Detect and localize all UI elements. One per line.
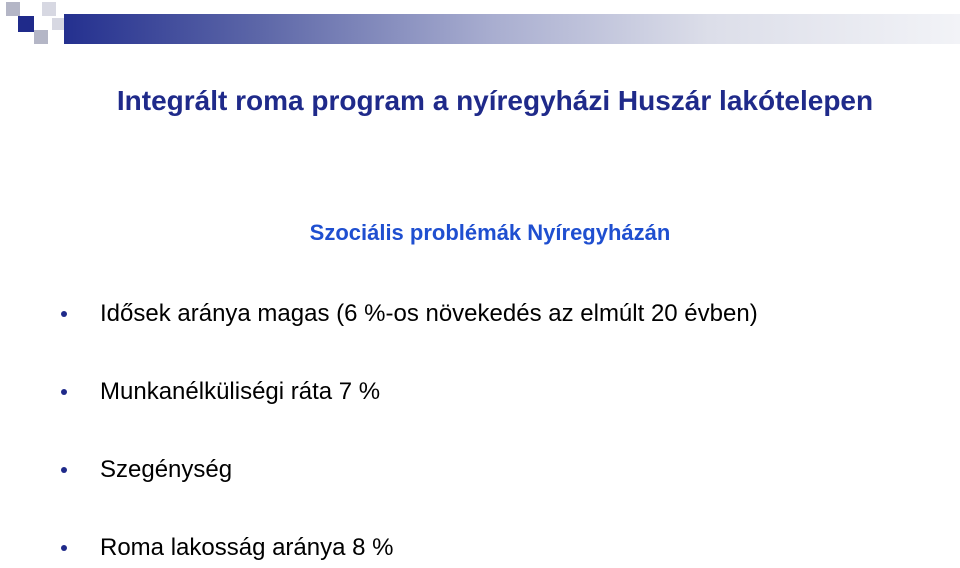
- bullet-text: Idősek aránya magas (6 %-os növekedés az elmúlt 20 évben): [100, 300, 758, 327]
- header-square-light: [42, 2, 56, 16]
- header-square-gray-2: [34, 30, 48, 44]
- bullet-item: [58, 528, 938, 568]
- bullet-item: [58, 450, 938, 490]
- bullet-item: [58, 294, 938, 334]
- bullet-text: Szegénység: [100, 456, 233, 483]
- header-decoration: [0, 0, 960, 64]
- header-square-light-2: [52, 18, 64, 30]
- bullet-dot-icon: [61, 311, 67, 317]
- slide-title: Integrált roma program a nyíregyházi Huszár lakótelepen: [116, 85, 874, 116]
- header-gradient-bar: [64, 14, 960, 44]
- bullet-dot-icon: [61, 545, 67, 551]
- bullet-item: [58, 372, 938, 412]
- bullet-text: Roma lakosság aránya 8 %: [100, 534, 394, 561]
- bullet-dot-icon: [61, 389, 67, 395]
- header-square-navy: [18, 16, 34, 32]
- bullet-text: Munkanélküliségi ráta 7 %: [100, 378, 381, 405]
- bullet-dot-icon: [61, 467, 67, 473]
- header-square-gray: [6, 2, 20, 16]
- slide-subtitle: Szociális problémák Nyíregyházán: [309, 220, 671, 245]
